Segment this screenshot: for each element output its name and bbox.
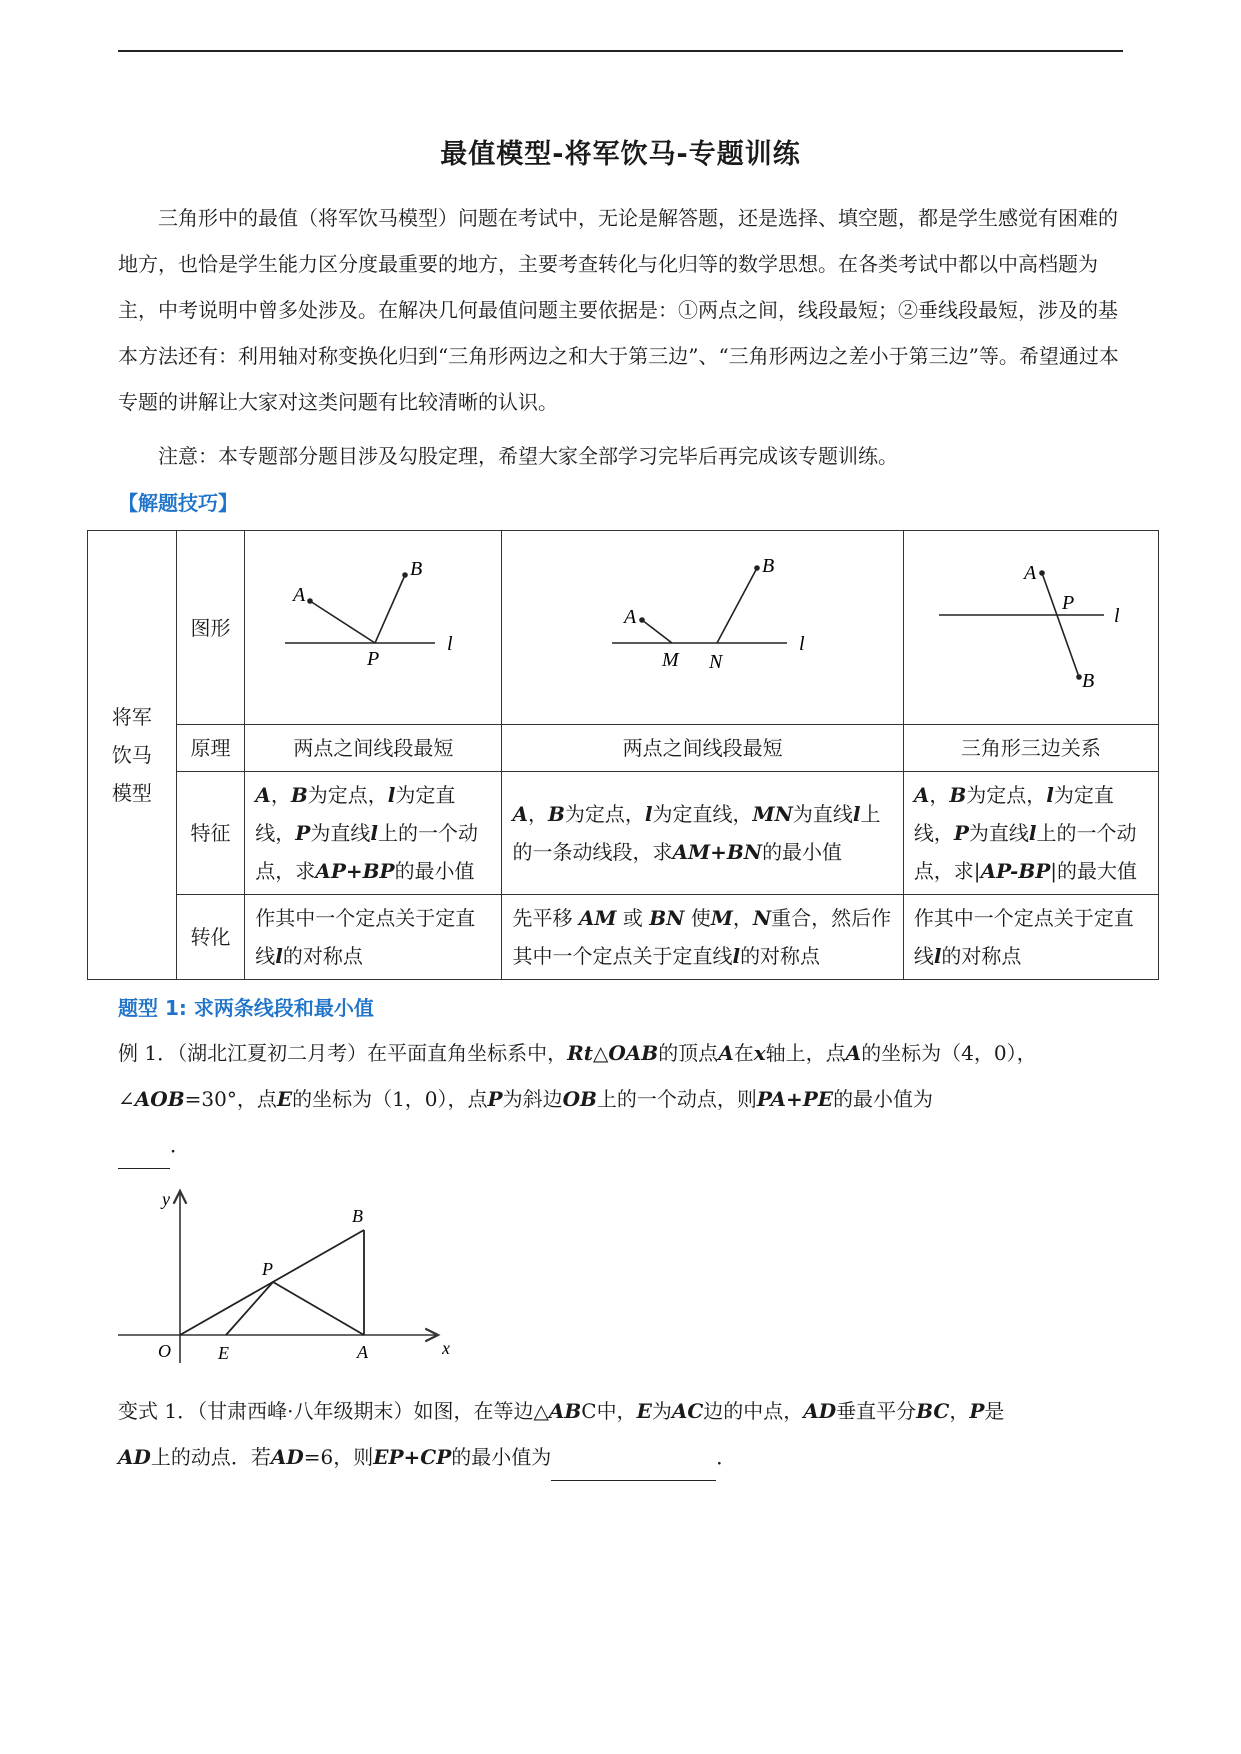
principle-2: 两点之间线段最短 xyxy=(502,725,903,772)
point-b xyxy=(1076,674,1082,680)
label-p: P xyxy=(262,1259,273,1279)
principle-1: 两点之间线段最短 xyxy=(245,725,502,772)
segment-apb xyxy=(1042,573,1079,677)
label-a: A xyxy=(293,584,306,606)
segment-bn xyxy=(717,568,757,643)
label-b: B xyxy=(1081,670,1095,692)
page-title: 最值模型-将军饮马-专题训练 xyxy=(440,139,801,170)
row-label-principle: 原理 xyxy=(176,725,245,772)
feature-3: A，B为定点，l为定直线，P为直线l上的一个动点，求|AP-BP|的最大值 xyxy=(903,772,1158,895)
variant-1: 变式 1．（甘肃西峰·八年级期末）如图，在等边△ABC中，E为AC边的中点，AD垂直平分BC，P是 AD上的动点．若AD=6，则EP+CP的最小值为 ． xyxy=(118,1388,1128,1481)
feature-1: A，B为定点，l为定直线，P为直线l上的一个动点，求AP+BP的最小值 xyxy=(245,772,502,895)
point-a xyxy=(307,598,313,604)
figure-2-svg xyxy=(512,535,910,720)
group-label-cell xyxy=(88,531,177,980)
point-b xyxy=(755,565,761,571)
example-1-figure xyxy=(118,1185,458,1365)
feature-row xyxy=(88,772,1159,895)
principle-row xyxy=(88,725,1159,772)
figure-row xyxy=(88,531,1159,725)
label-b: B xyxy=(410,558,423,580)
transform-1: 作其中一个定点关于定直线l的对称点 xyxy=(245,895,502,980)
label-n: N xyxy=(709,651,723,673)
segment-pe xyxy=(226,1282,273,1335)
row-label-figure: 图形 xyxy=(176,531,245,725)
segment-am xyxy=(642,620,672,643)
transform-2: 先平移 AM 或 BN 使M，N重合，然后作其中一个定点关于定直线l的对称点 xyxy=(502,895,903,980)
figure-1-svg xyxy=(255,535,510,720)
label-a: A xyxy=(357,1342,368,1362)
figure-cell-3 xyxy=(903,531,1158,725)
label-l: l xyxy=(799,633,806,655)
group-label: 将军饮马模型 xyxy=(111,705,152,805)
figure-3-svg xyxy=(914,535,1167,720)
note-paragraph: 注意：本专题部分题目涉及勾股定理，希望大家全部学习完毕后再完成该专题训练。 xyxy=(158,444,898,468)
transform-row xyxy=(88,895,1159,980)
header-rule xyxy=(118,50,1123,52)
point-a xyxy=(640,617,646,623)
row-label-transform: 转化 xyxy=(176,895,245,980)
principle-3: 三角形三边关系 xyxy=(903,725,1158,772)
technique-table xyxy=(87,530,1159,980)
answer-blank-2[interactable] xyxy=(551,1434,716,1481)
point-a xyxy=(1039,570,1045,576)
transform-3: 作其中一个定点关于定直线l的对称点 xyxy=(903,895,1158,980)
section-heading: 【解题技巧】 xyxy=(118,491,238,515)
label-p: P xyxy=(367,648,380,670)
label-l: l xyxy=(1113,605,1120,627)
label-y: y xyxy=(162,1189,170,1209)
label-a: A xyxy=(624,606,637,628)
segment-ap xyxy=(310,601,375,643)
label-b: B xyxy=(352,1206,363,1226)
type1-heading: 题型 1: 求两条线段和最小值 xyxy=(118,996,374,1020)
segment-bp xyxy=(375,575,405,643)
intro-paragraph: 三角形中的最值（将军饮马模型）问题在考试中，无论是解答题，还是选择、填空题，都是学生感觉有困难的地方，也恰是学生能力区分度最重要的地方，主要考查转化与化归等的数学思想。在各类考试中都以中高档题为主，中考说明中曾多处涉及。在解决几何最值问题主要依据是：①两点之间，线段最短；②垂线段最短，涉及的基本方法还有：利用轴对称变换化归到“三角形两边之和大于第三边”、“三角形两边之差小于第三边”等。希望通过本专题的讲解让大家对这类问题有比较清晰的认识。 xyxy=(118,206,1119,414)
figure-cell-1 xyxy=(245,531,502,725)
example-1: 例 1．（湖北江夏初二月考）在平面直角坐标系中，Rt△OAB的顶点A在x轴上，点A的坐标为（4，0），∠AOB=30°，点E的坐标为（1，0），点P为斜边OB上的一个动点，则PA+PE的最小值为 ． xyxy=(118,1030,1128,1169)
label-o: O xyxy=(158,1341,171,1361)
label-x: x xyxy=(442,1338,450,1358)
label-b: B xyxy=(762,555,775,577)
answer-blank-1[interactable] xyxy=(118,1122,170,1169)
figure-cell-2 xyxy=(502,531,903,725)
segment-pa xyxy=(273,1282,364,1335)
point-b xyxy=(402,572,408,578)
row-label-feature: 特征 xyxy=(176,772,245,895)
label-p: P xyxy=(1061,592,1075,614)
label-a: A xyxy=(1023,562,1037,584)
label-e: E xyxy=(218,1343,229,1363)
feature-2: A，B为定点，l为定直线，MN为直线l上的一条动线段，求AM+BN的最小值 xyxy=(502,772,903,895)
label-m: M xyxy=(662,649,680,671)
label-l: l xyxy=(447,633,453,655)
